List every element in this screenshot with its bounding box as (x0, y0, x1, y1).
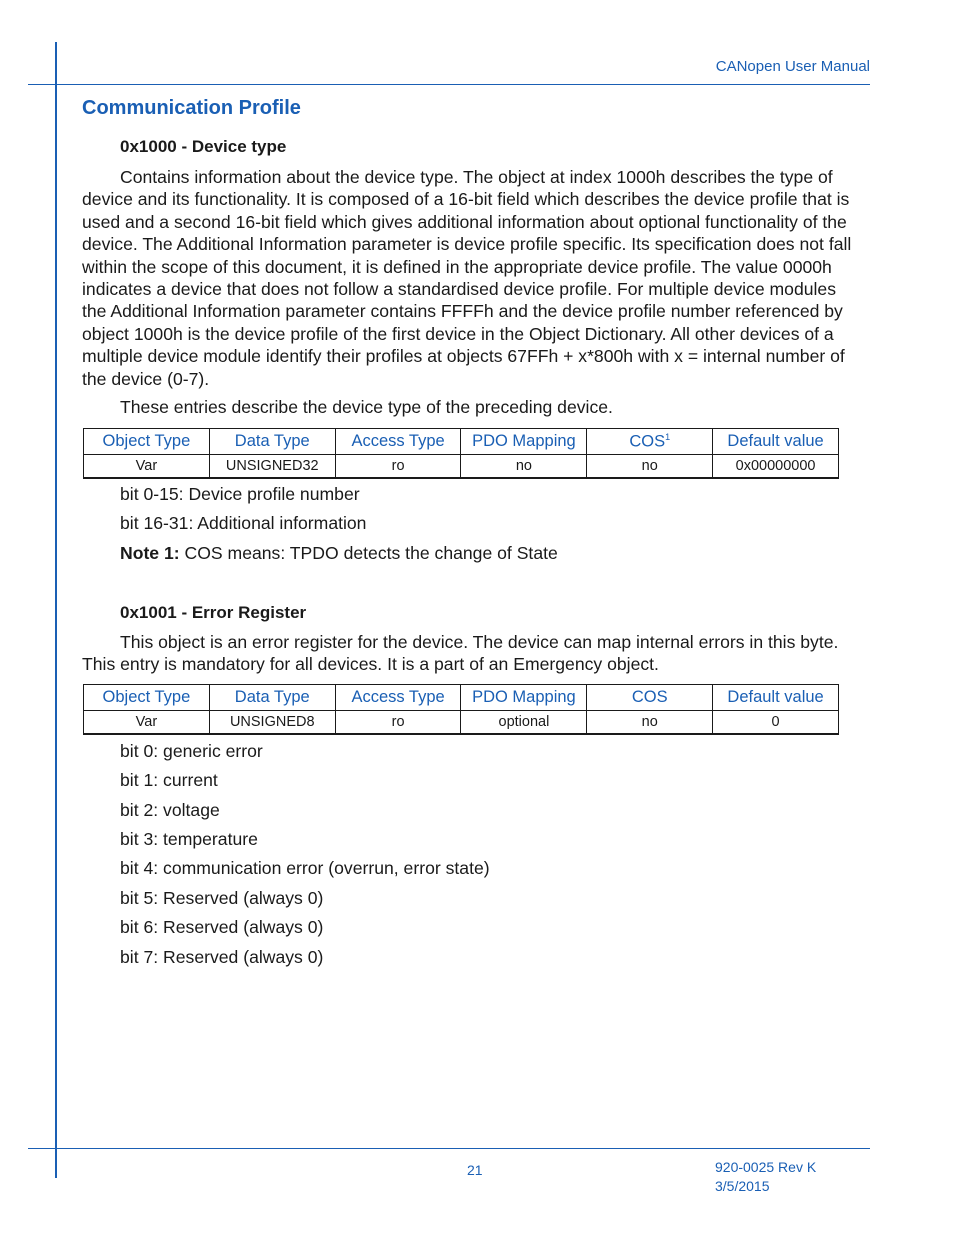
device-type-table (83, 428, 839, 479)
cell-cos: no (587, 455, 713, 479)
left-margin-rule (55, 42, 57, 1178)
col-data-type: Data Type (209, 429, 335, 455)
cell-default-value: 0 (713, 711, 839, 735)
col-pdo-mapping: PDO Mapping (461, 685, 587, 711)
table-row (84, 711, 839, 735)
running-title: CANopen User Manual (715, 58, 870, 75)
bit-description: bit 1: current (120, 770, 218, 790)
col-default-value: Default value (713, 685, 839, 711)
cell-pdo-mapping: optional (461, 711, 587, 735)
col-default-value: Default value (713, 429, 839, 455)
page-number: 21 (467, 1162, 483, 1178)
error-register-table (83, 684, 839, 735)
section-title: Communication Profile (82, 97, 301, 119)
device-type-heading: 0x1000 - Device type (120, 137, 287, 156)
cell-data-type: UNSIGNED32 (209, 455, 335, 479)
cell-access-type: ro (335, 455, 461, 479)
error-register-heading: 0x1001 - Error Register (120, 603, 307, 622)
bit-description: bit 0-15: Device profile number (120, 484, 360, 504)
bit-description: bit 4: communication error (overrun, error state) (120, 858, 490, 878)
bit-description: bit 16-31: Additional information (120, 513, 367, 533)
cell-access-type: ro (335, 711, 461, 735)
error-register-paragraph: This object is an error register for the device. The device can map internal errors in this byte. This entry is mandatory for all devices. It is a part of an Emergency object. (82, 632, 839, 675)
bit-description: bit 7: Reserved (always 0) (120, 947, 324, 967)
cos-note (120, 543, 558, 564)
doc-date: 3/5/2015 (715, 1178, 770, 1194)
header-rule (28, 84, 870, 85)
cell-default-value: 0x00000000 (713, 455, 839, 479)
col-access-type: Access Type (335, 429, 461, 455)
bit-description: bit 2: voltage (120, 800, 220, 820)
bit-description: bit 0: generic error (120, 741, 263, 761)
bit-description: bit 5: Reserved (always 0) (120, 888, 324, 908)
col-cos (587, 429, 713, 455)
cell-data-type: UNSIGNED8 (209, 711, 335, 735)
cell-object-type: Var (84, 455, 210, 479)
doc-number: 920-0025 Rev K (715, 1159, 817, 1175)
device-type-paragraph: Contains information about the device type. The object at index 1000h describes the type of device and its functionality. It is composed of a 16-bit field which describes the device profile that is used and a second 16-bit field which gives additional information about optional functionality of the device. The Additional Information parameter is device profile specific. Its specification does not fall within the scope of this document, it is defined in the appropriate device profile. The value 0000h indicates a device that does not follow a standardised device profile. For multiple device modules the Additional Information parameter contains FFFFh and the device profile number referenced by object 1000h is the device profile of the first device in the Object Dictionary. All other devices of a multiple device module identify their profiles at objects 67FFh + x*800h with x = internal number of the device (0-7). (82, 167, 852, 389)
cos-footnote-marker: 1 (665, 431, 671, 442)
footer-rule (28, 1148, 870, 1149)
col-data-type: Data Type (209, 685, 335, 711)
col-cos: COS (587, 685, 713, 711)
bit-description: bit 6: Reserved (always 0) (120, 917, 324, 937)
col-cos-label: COS (629, 432, 666, 451)
note-label: Note 1: (120, 543, 180, 563)
doc-info (715, 1158, 816, 1196)
table-header-row (84, 429, 839, 455)
device-type-intro: These entries describe the device type of the preceding device. (120, 397, 613, 417)
table-row (84, 455, 839, 479)
cell-pdo-mapping: no (461, 455, 587, 479)
note-text: COS means: TPDO detects the change of State (184, 543, 558, 563)
cell-object-type: Var (84, 711, 210, 735)
col-pdo-mapping: PDO Mapping (461, 429, 587, 455)
col-access-type: Access Type (335, 685, 461, 711)
table-header-row (84, 685, 839, 711)
col-object-type: Object Type (84, 685, 210, 711)
col-object-type: Object Type (84, 429, 210, 455)
bit-description: bit 3: temperature (120, 829, 258, 849)
cell-cos: no (587, 711, 713, 735)
